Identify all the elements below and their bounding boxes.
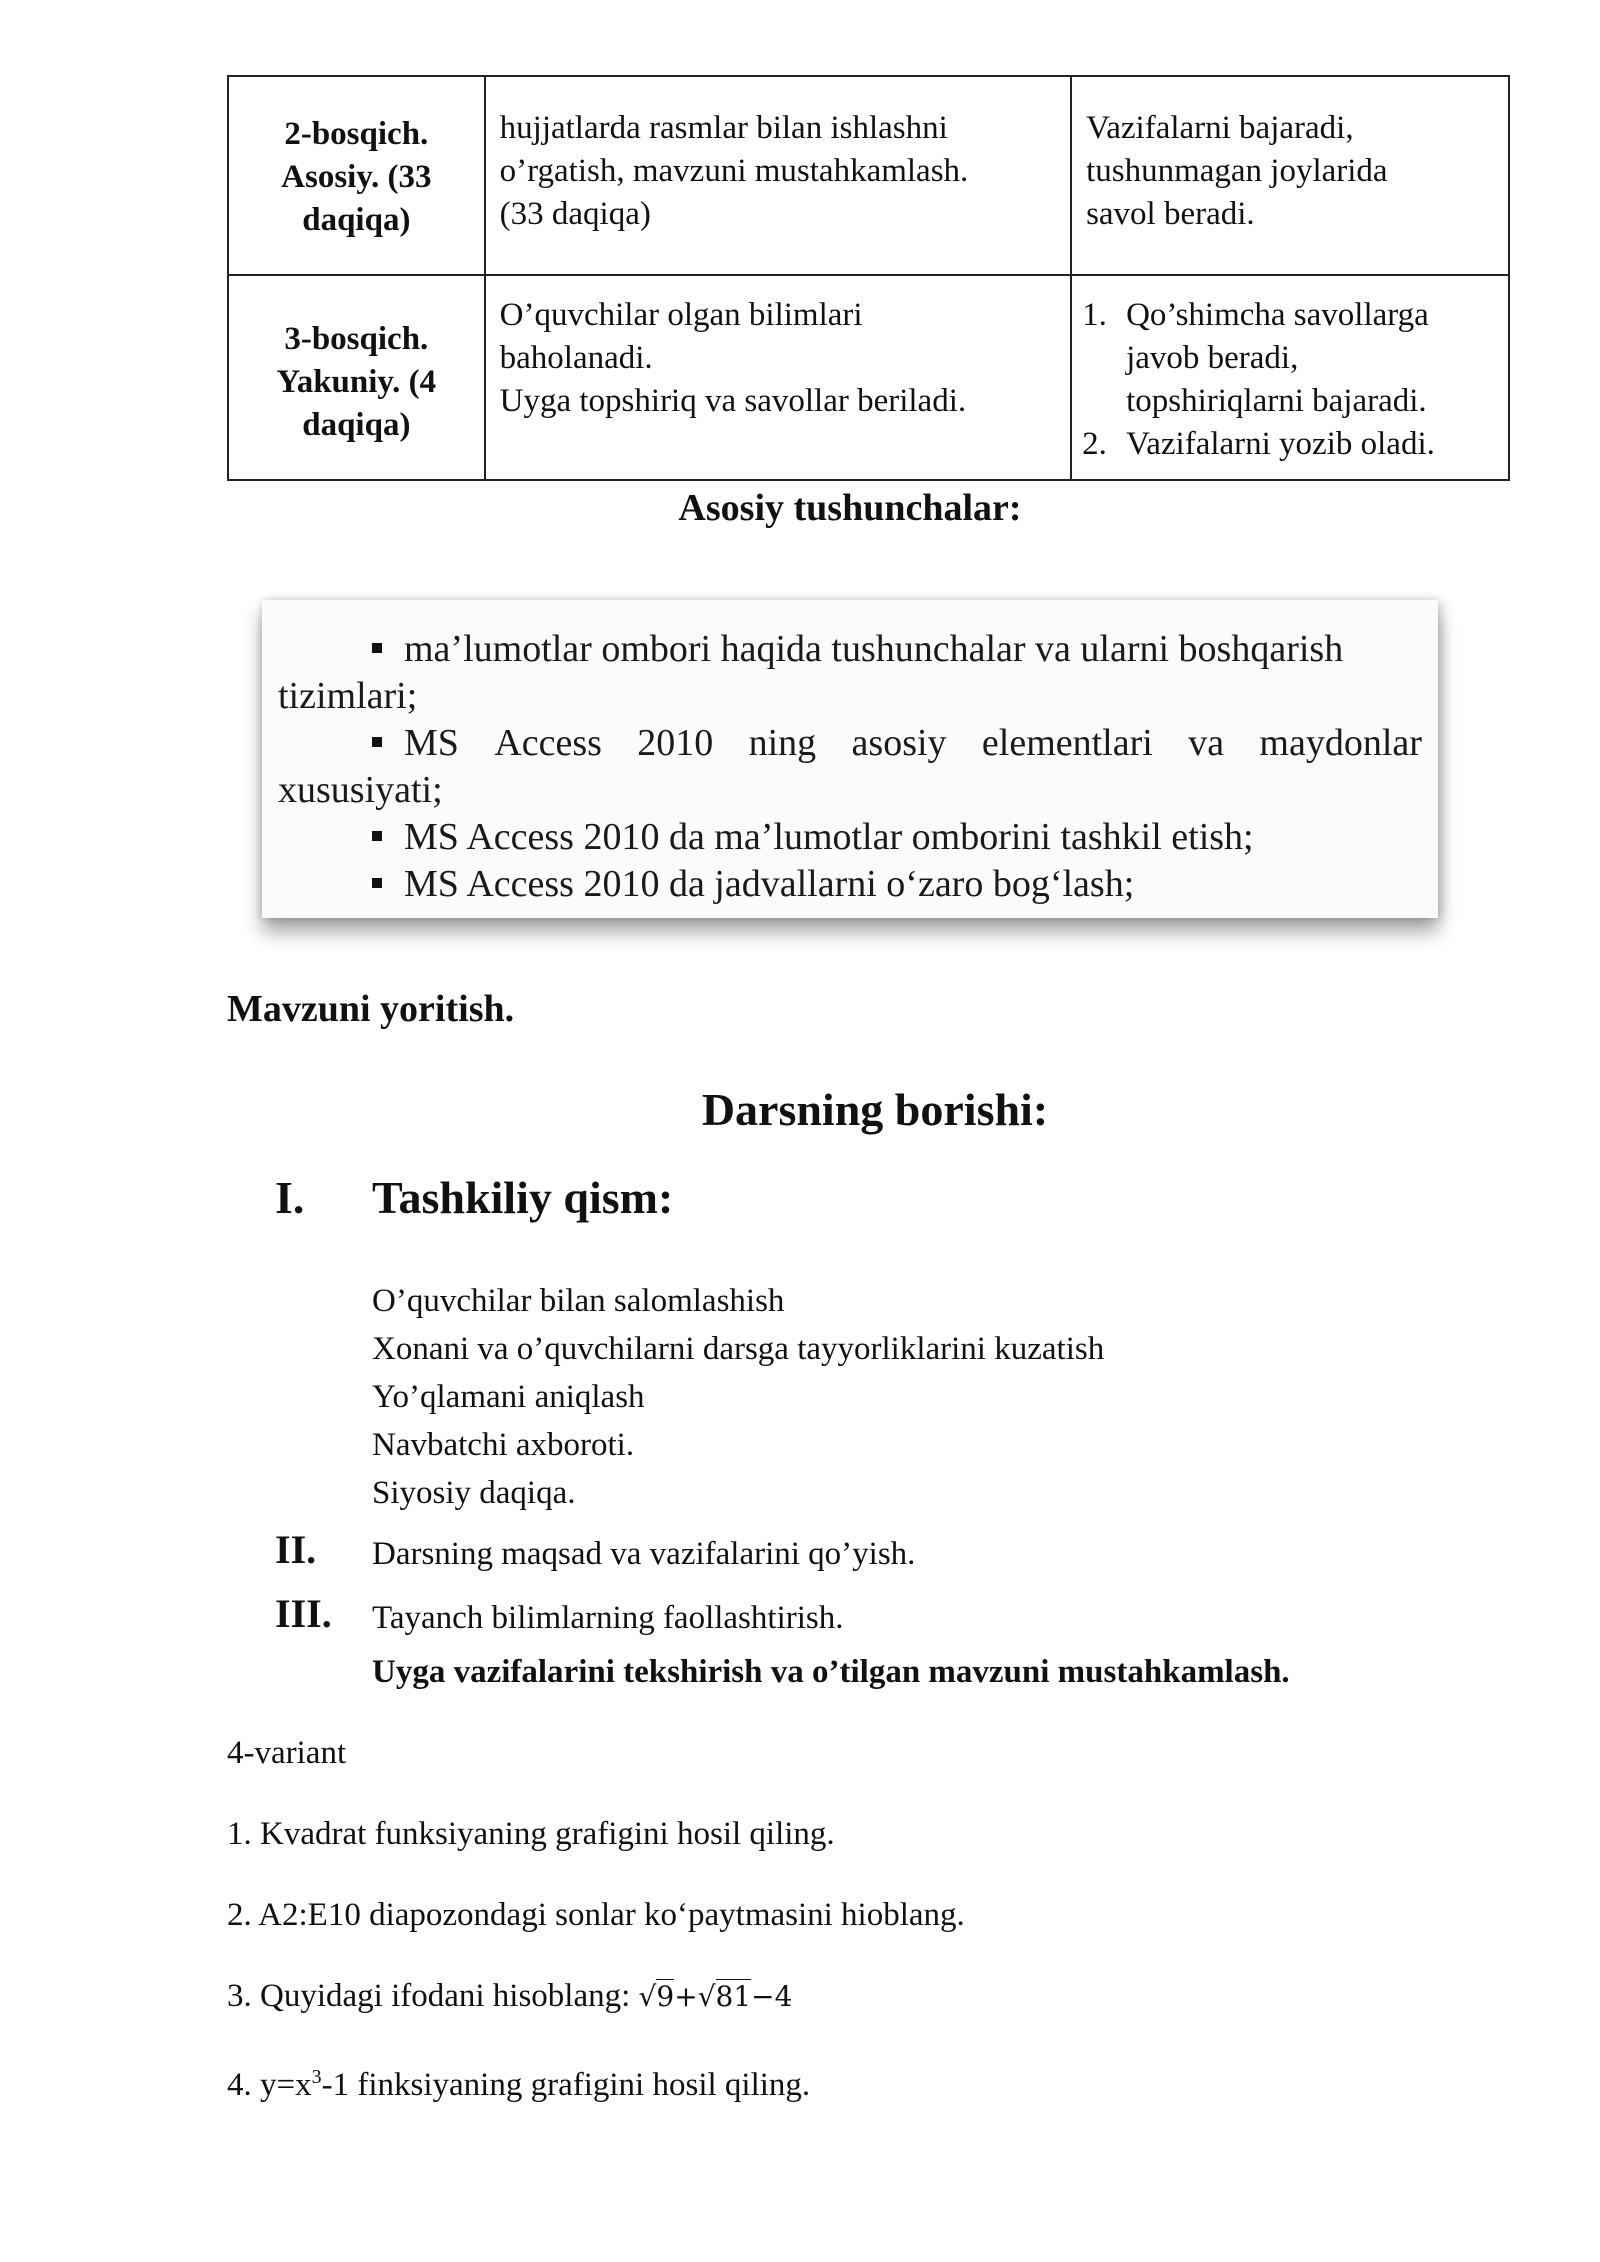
section-bold-text: Uyga vazifalarini tekshirish va o’tilgan mavzuni mustahkamlash. (372, 1654, 1290, 1690)
bullet-icon (372, 878, 382, 888)
table-row (228, 275, 1509, 480)
bullet-icon (372, 831, 382, 841)
stage-line: Asosiy. (33 (281, 159, 432, 195)
concepts-title: Asosiy tushunchalar: (678, 487, 1022, 529)
teacher-line: (33 daqiqa) (499, 196, 651, 232)
teacher-line: O’quvchilar olgan bilimlari (499, 297, 863, 333)
student-task-list (1082, 294, 1496, 466)
concepts-box (262, 600, 1438, 918)
sqrt-icon: √ (638, 1980, 657, 2013)
math-expression: √9+√81−4 (638, 1980, 793, 2013)
stage-cell (228, 275, 485, 480)
student-activity-cell (1071, 76, 1509, 275)
list-number: 1. (1082, 297, 1107, 333)
topic-heading: Mavzuni yoritish. (227, 988, 515, 1030)
concept-item: MS Access 2010 da ma’lumotlar omborini tashkil etish; (278, 814, 1422, 861)
task-item: 2. A2:E10 diapozondagi sonlar ko‘paytmasini hioblang. (227, 1897, 965, 1933)
list-item (1082, 294, 1496, 423)
section-text: Darsning maqsad va vazifalarini qo’yish. (372, 1536, 916, 1572)
concept-item: MS Access 2010 ning asosiy elementlari va maydonlar (278, 720, 1422, 767)
teacher-line: Uyga topshiriq va savollar beriladi. (499, 383, 967, 419)
student-line: topshiriqlarni bajaradi. (1126, 383, 1427, 419)
list-number: 2. (1082, 426, 1107, 462)
section1-list (372, 1277, 1104, 1517)
teacher-line: o’rgatish, mavzuni mustahkamlash. (499, 153, 969, 189)
lesson-plan-table (227, 75, 1510, 481)
list-item: Siyosiy daqiqa. (372, 1475, 576, 1511)
task-item: 1. Kvadrat funksiyaning grafigini hosil qiling. (227, 1816, 835, 1852)
student-line: savol beradi. (1086, 196, 1255, 232)
student-line: Qo’shimcha savollarga (1126, 297, 1429, 333)
variant-title: 4-variant (227, 1735, 347, 1771)
task-item: 3. Quyidagi ifodani hisoblang: √9+√81−4 (227, 1978, 793, 2014)
concept-continuation: tizimlari; (278, 675, 418, 717)
student-line: Vazifalarni bajaradi, (1086, 110, 1354, 146)
concept-continuation: xususiyati; (278, 769, 443, 811)
section-title: Tashkiliy qism: (372, 1172, 674, 1223)
stage-line: 3-bosqich. (284, 321, 429, 357)
student-line: Vazifalarni yozib oladi. (1126, 426, 1435, 462)
bullet-icon (372, 737, 382, 747)
list-item (1082, 423, 1496, 466)
concept-item: ma’lumotlar ombori haqida tushunchalar va ularni boshqarish (278, 626, 1422, 673)
teacher-activity-cell (485, 275, 1071, 480)
table-row (228, 76, 1509, 275)
section-text: Tayanch bilimlarning faollashtirish. (372, 1600, 844, 1636)
list-item: Navbatchi axboroti. (372, 1427, 635, 1463)
stage-line: daqiqa) (302, 202, 411, 238)
list-item: Xonani va o’quvchilarni darsga tayyorliklarini kuzatish (372, 1331, 1105, 1367)
student-line: javob beradi, (1126, 340, 1299, 376)
section-numeral: II. (275, 1527, 317, 1572)
student-activity-cell (1071, 275, 1509, 480)
list-item: O’quvchilar bilan salomlashish (372, 1283, 785, 1319)
list-item: Yo’qlamani aniqlash (372, 1379, 645, 1415)
sqrt-icon: √ (697, 1980, 716, 2013)
lesson-title: Darsning borishi: (701, 1084, 1049, 1135)
task-item: 4. $y=x^3-1$ finksiyaning grafigini hosil qiling. (227, 2066, 811, 2103)
stage-line: Yakuniy. (4 (276, 364, 437, 400)
section-numeral: III. (275, 1591, 332, 1636)
teacher-line: baholanadi. (499, 340, 653, 376)
stage-line: 2-bosqich. (284, 116, 429, 152)
bullet-icon (372, 643, 382, 653)
stage-line: daqiqa) (302, 407, 411, 443)
teacher-line: hujjatlarda rasmlar bilan ishlashni (499, 110, 948, 146)
section-numeral: I. (275, 1172, 305, 1223)
concept-item: MS Access 2010 da jadvallarni o‘zaro bog‘lash; (278, 861, 1422, 908)
student-line: tushunmagan joylarida (1086, 153, 1388, 189)
stage-cell (228, 76, 485, 275)
teacher-activity-cell (485, 76, 1071, 275)
